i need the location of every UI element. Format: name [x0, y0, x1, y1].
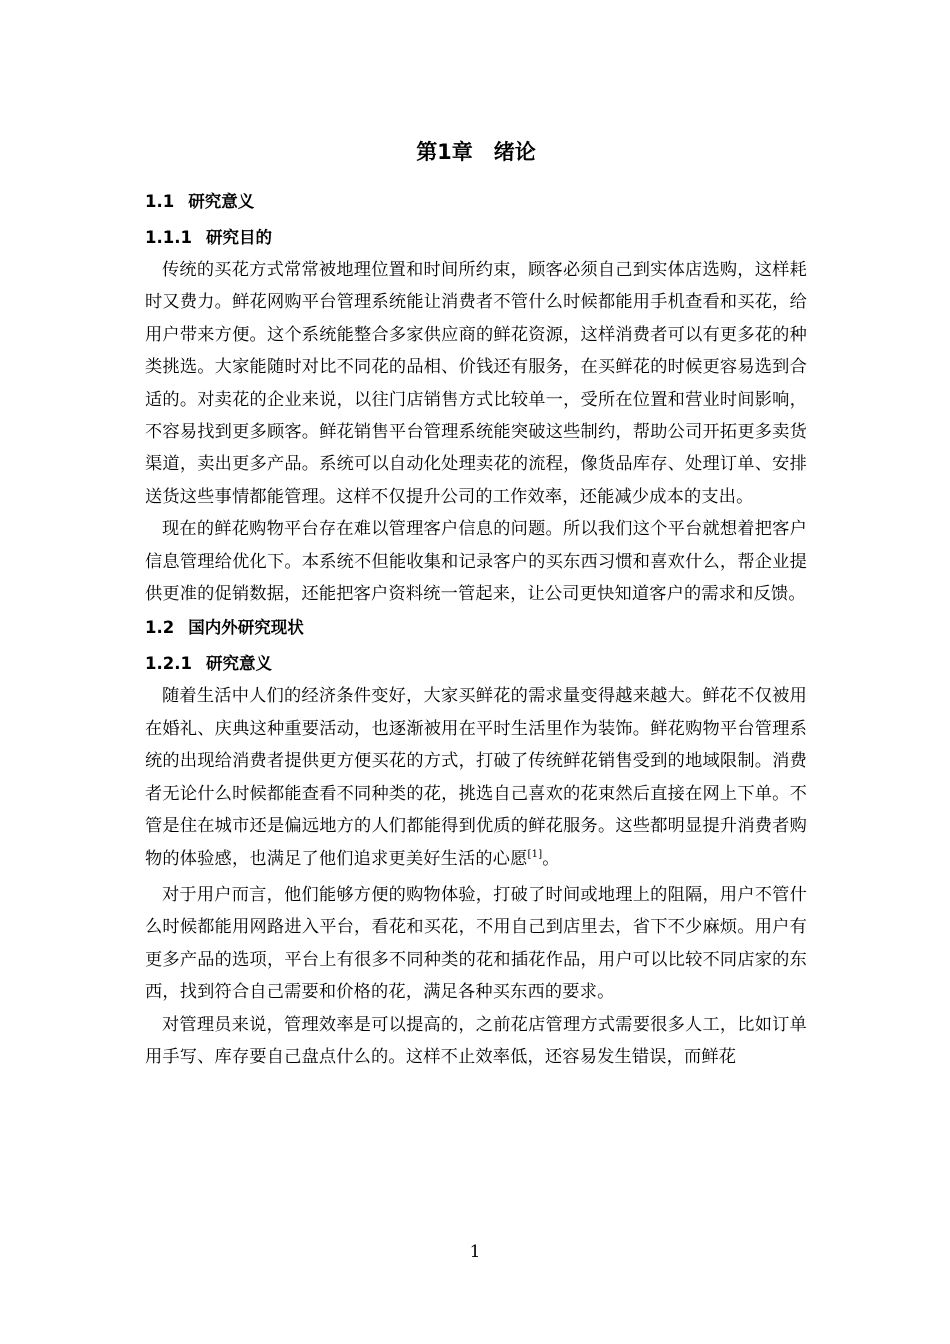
paragraph-text: 随着生活中人们的经济条件变好，大家买鲜花的需求量变得越来越大。鲜花不仅被用在婚礼、庆典这种重要活动，也逐渐被用在平时生活里作为装饰。鲜花购物平台管理系统的出现给消费者提供更方便买花的方式，打破了传统鲜花销售受到的地域限制。消费者无论什么时候都能查看不同种类的花，挑选自己喜欢的花束然后直接在网上下单。不管是住在城市还是偏远地方的人们都能得到优质的鲜花服务。这些都明显提升消费者购物的体验感，也满足了他们追求更美好生活的心愿	[145, 686, 807, 869]
section-title: 研究意义	[188, 192, 255, 211]
subsection-heading-1-2-1	[145, 652, 807, 676]
subsection-number: 1.2.1	[145, 654, 192, 674]
paragraph	[145, 680, 807, 874]
subsection-title: 研究目的	[205, 228, 272, 247]
section-number: 1.2	[145, 618, 175, 638]
section-title: 国内外研究现状	[188, 618, 304, 638]
subsection-title: 研究意义	[205, 654, 272, 674]
section-heading-1-1	[145, 190, 807, 214]
page-number: 1	[469, 1242, 481, 1262]
paragraph: 对管理员来说，管理效率是可以提高的，之前花店管理方式需要很多人工，比如订单用手写、库存要自己盘点什么的。这样不止效率低，还容易发生错误，而鲜花	[145, 1014, 807, 1067]
page-content	[145, 134, 807, 1073]
citation-ref: [1]	[527, 848, 543, 860]
subsection-number: 1.1.1	[145, 228, 192, 247]
subsection-heading-1-1-1	[145, 226, 807, 250]
paragraph: 现在的鲜花购物平台存在难以管理客户信息的问题。所以我们这个平台就想着把客户信息管理给优化下。本系统不但能收集和记录客户的买东西习惯和喜欢什么，帮企业提供更准的促销数据，还能把客户资料统一管起来，让公司更快知道客户的需求和反馈。	[145, 519, 807, 605]
chapter-title: 第1章 绪论	[416, 140, 536, 164]
section-number: 1.1	[145, 192, 175, 211]
paragraph: 传统的买花方式常常被地理位置和时间所约束，顾客必须自己到实体店选购，这样耗时又费力。鲜花网购平台管理系统能让消费者不管什么时候都能用手机查看和买花，给用户带来方便。这个系统能整合多家供应商的鲜花资源，这样消费者可以有更多花的种类挑选。大家能随时对比不同花的品相、价钱还有服务，在买鲜花的时候更容易选到合适的。对卖花的企业来说，以往门店销售方式比较单一，受所在位置和营业时间影响，不容易找到更多顾客。鲜花销售平台管理系统能突破这些制约，帮助公司开拓更多卖货渠道，卖出更多产品。系统可以自动化处理卖花的流程，像货品库存、处理订单、安排送货这些事情都能管理。这样不仅提升公司的工作效率，还能减少成本的支出。	[145, 260, 807, 507]
section-heading-1-2	[145, 616, 807, 640]
paragraph: 对于用户而言，他们能够方便的购物体验，打破了时间或地理上的阻隔，用户不管什么时候都能用网路进入平台，看花和买花，不用自己到店里去，省下不少麻烦。用户有更多产品的选项，平台上有很多不同种类的花和插花作品，用户可以比较不同店家的东西，找到符合自己需要和价格的花，满足各种买东西的要求。	[145, 884, 807, 1003]
paragraph-end: 。	[542, 848, 560, 869]
